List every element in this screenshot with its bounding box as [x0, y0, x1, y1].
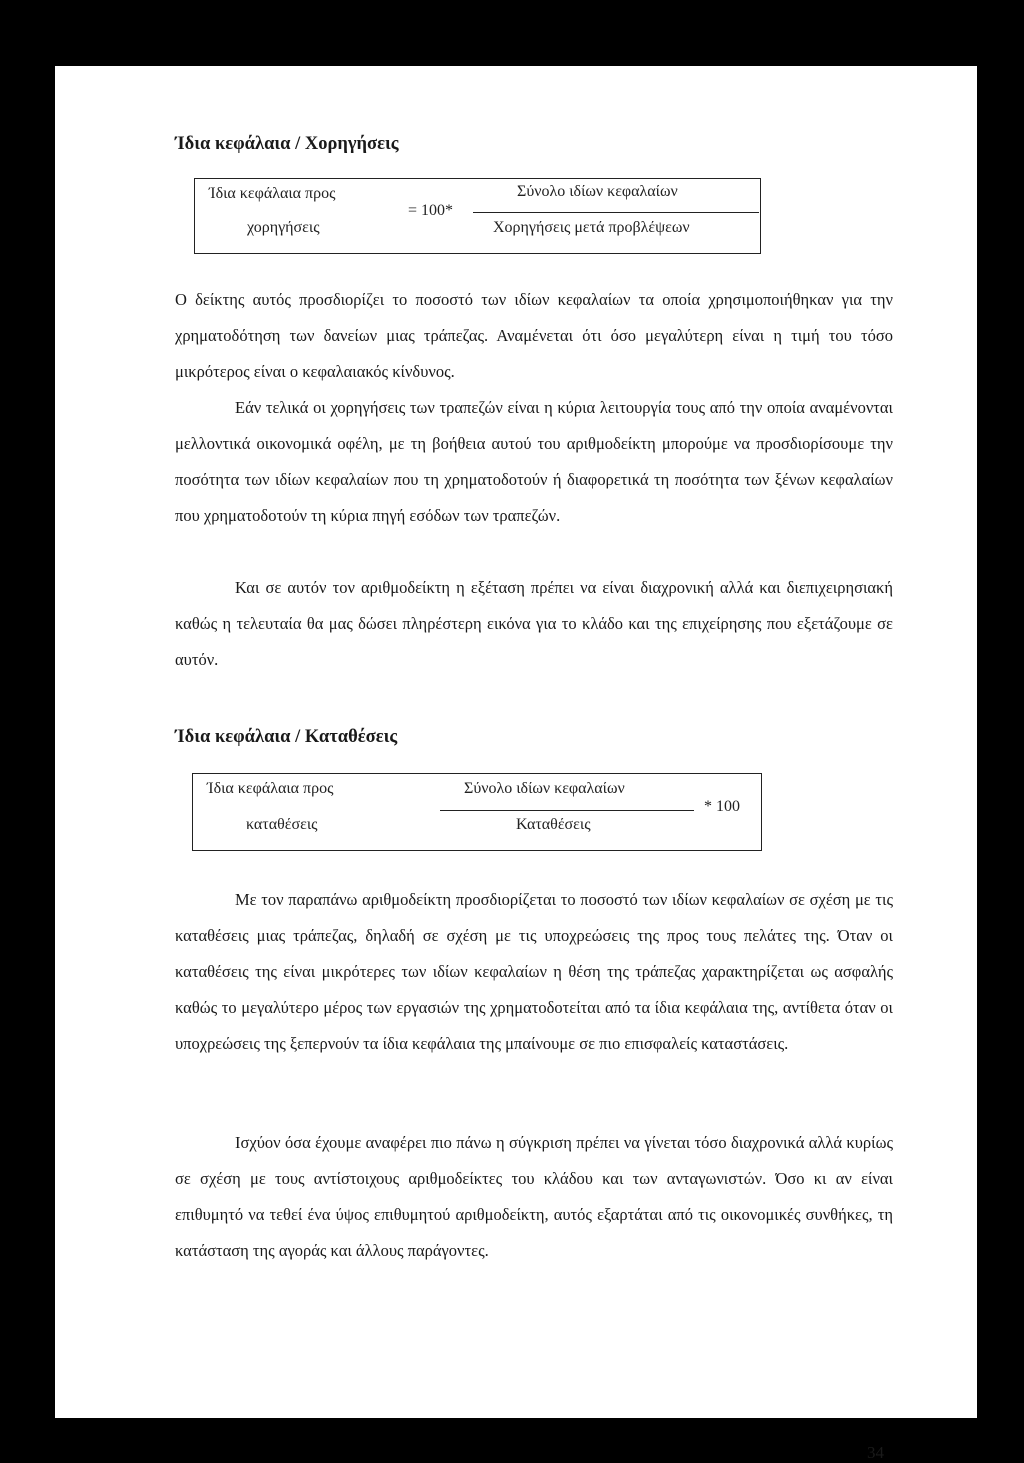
- paragraph: Με τον παραπάνω αριθμοδείκτη προσδιορίζεται το ποσοστό των ιδίων κεφαλαίων σε σχέση με τις καταθέσεις μιας τράπεζας, δηλαδή σε σχέση με τις υποχρεώσεις της προς τους πελάτες της. Όταν οι καταθέσεις της είναι μικρότερες των ιδίων κεφαλαίων η θέση της τράπεζας χαρακτηρίζεται ως ασφαλής καθώς το μεγαλύτερο μέρος των εργασιών της χρηματοδοτείται από τα ίδια κεφάλαια της, αντίθετα όταν οι υποχρεώσεις της ξεπερνούν τα ίδια κεφάλαια της μπαίνουμε σε πιο επισφαλείς καταστάσεις.: [175, 890, 893, 1053]
- paragraph: Εάν τελικά οι χορηγήσεις των τραπεζών είναι η κύρια λειτουργία τους από την οποία αναμένονται μελλοντικά οικονομικά οφέλη, με τη βοήθεια αυτού του αριθμοδείκτη μπορούμε να προσδιορίσουμε την ποσότητα των ιδίων κεφαλαίων που τη χρηματοδοτούν ή διαφορετικά τη ποσότητα των ξένων κεφαλαίων που χρηματοδοτούν τη κύρια πηγή εσόδων των τραπεζών.: [175, 398, 893, 525]
- page-number: 34: [867, 1443, 884, 1462]
- paragraph: Ο δείκτης αυτός προσδιορίζει το ποσοστό των ιδίων κεφαλαίων τα οποία χρησιμοποιήθηκαν για την χρηματοδότηση των δανείων μιας τράπεζας. Αναμένεται ότι όσο μεγαλύτερη είναι η τιμή του τόσο μικρότερος είναι ο κεφαλαιακός κίνδυνος.: [175, 290, 893, 381]
- formula-left-line2: χορηγήσεις: [247, 219, 320, 236]
- paragraph: Ισχύον όσα έχουμε αναφέρει πιο πάνω η σύγκριση πρέπει να γίνεται τόσο διαχρονικά αλλά κυρίως σε σχέση με τους αντίστοιχους αριθμοδείκτες του κλάδου και των ανταγωνιστών. Όσο κι αν είναι επιθυμητό να τεθεί ένα ύψος επιθυμητού αριθμοδείκτη, αυτός εξαρτάται από τις οικονομικές συνθήκες, τη κατάσταση της αγοράς και άλλους παράγοντες.: [175, 1133, 893, 1260]
- document-page: [55, 66, 977, 1462]
- formula-multiplier: = 100*: [408, 202, 454, 219]
- formula-left-line1: Ίδια κεφάλαια προς: [207, 780, 334, 797]
- fraction-line: [440, 810, 694, 811]
- formula-left-line1: Ίδια κεφάλαια προς: [209, 185, 336, 202]
- formula-box-equity-loans: [194, 178, 761, 254]
- section-heading-equity-deposits: Ίδια κεφάλαια / Καταθέσεις: [175, 727, 398, 747]
- formula-numerator: Σύνολο ιδίων κεφαλαίων: [464, 780, 625, 797]
- section-heading-equity-loans: Ίδια κεφάλαια / Χορηγήσεις: [175, 134, 399, 154]
- fraction-line: [473, 212, 759, 213]
- formula-numerator: Σύνολο ιδίων κεφαλαίων: [517, 183, 678, 200]
- formula-left-line2: καταθέσεις: [246, 816, 318, 833]
- formula-box-equity-deposits: [192, 773, 762, 851]
- paragraph: Και σε αυτόν τον αριθμοδείκτη η εξέταση πρέπει να είναι διαχρονική αλλά και διεπιχειρησιακή καθώς η τελευταία θα μας δώσει πληρέστερη εικόνα για το κλάδο και της επιχείρησης που εξετάζουμε σε αυτόν.: [175, 578, 893, 669]
- formula-denominator: Καταθέσεις: [516, 816, 591, 833]
- formula-multiplier: * 100: [704, 798, 740, 815]
- formula-denominator: Χορηγήσεις μετά προβλέψεων: [493, 219, 690, 236]
